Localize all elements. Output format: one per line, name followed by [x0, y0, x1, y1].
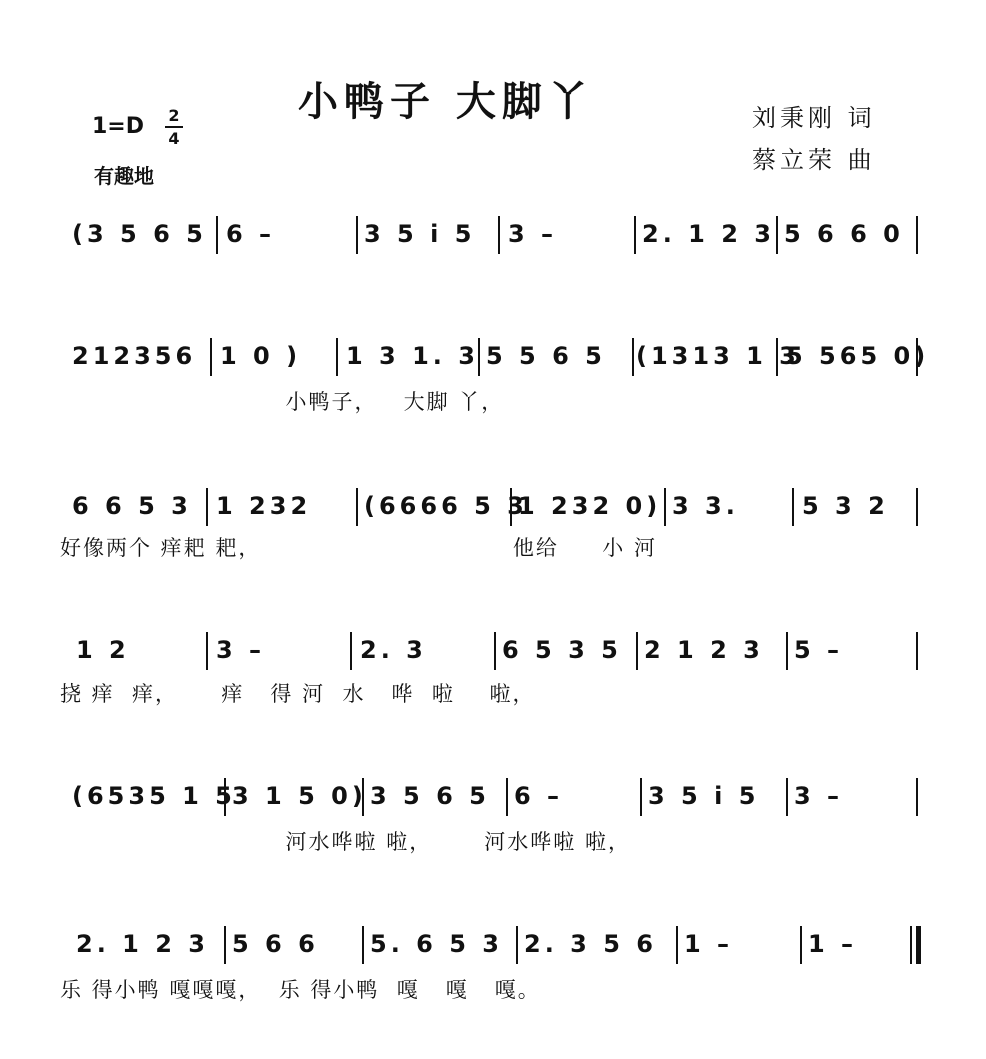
measure-notes: 2. 3 — [360, 636, 427, 664]
lyricist-credit: 刘秉刚 词 — [752, 104, 876, 132]
bar-line — [916, 778, 918, 816]
measure-notes: 3 – — [794, 782, 844, 810]
measure-notes: 6 – — [226, 220, 276, 248]
bar-line — [632, 338, 634, 376]
bar-line — [494, 632, 496, 670]
bar-line — [636, 632, 638, 670]
measure-notes: 5 6 6 0 — [784, 220, 904, 248]
measure-notes: 5 – — [794, 636, 844, 664]
measure-notes: 2. 1 2 3 — [642, 220, 775, 248]
measure-notes: 3 5 i 5 — [364, 220, 476, 248]
measure-notes: 1 – — [808, 930, 858, 958]
bar-line — [916, 216, 918, 254]
measure-notes: 1 0 ) — [220, 342, 302, 370]
measure-notes: 3 1 5 0) — [232, 782, 367, 810]
measure-notes: 1 3 1. 3 — [346, 342, 479, 370]
measure-notes: 1 – — [684, 930, 734, 958]
bar-line — [336, 338, 338, 376]
score-line-1 — [70, 212, 920, 262]
bar-line — [510, 488, 512, 526]
measure-notes: 2. 3 5 6 — [524, 930, 657, 958]
bar-line — [356, 488, 358, 526]
measure-notes: 5 565 0) — [786, 342, 930, 370]
measure-notes: 2 1 2 3 — [644, 636, 764, 664]
bar-line — [350, 632, 352, 670]
bar-line — [792, 488, 794, 526]
lyric-line-3: 好像两个 痒耙 耙， 他给 小 河 — [60, 536, 657, 560]
bar-line — [498, 216, 500, 254]
bar-line — [356, 216, 358, 254]
measure-notes: (6535 1 5 — [72, 782, 236, 810]
score-line-6 — [70, 922, 920, 972]
bar-line — [676, 926, 678, 964]
measure-notes: 5 5 6 5 — [486, 342, 606, 370]
lyric-line-4: 挠 痒 痒， 痒 得 河 水 哗 啦 啦， — [60, 682, 536, 706]
measure-notes: 3 – — [508, 220, 558, 248]
time-signature — [165, 106, 183, 148]
tempo-marking: 有趣地 — [94, 164, 154, 188]
bar-line — [916, 488, 918, 526]
measure-notes: 1 2 — [76, 636, 130, 664]
lyric-line-6: 乐 得小鸭 嘎嘎嘎， 乐 得小鸭 嘎 嘎 嘎。 — [60, 978, 541, 1002]
time-divider — [165, 126, 183, 128]
measure-notes: (6666 5 3 — [364, 492, 528, 520]
final-bar-line — [910, 926, 921, 964]
measure-notes: (1313 1 3 — [636, 342, 800, 370]
measure-notes: 1 232 — [216, 492, 312, 520]
song-title: 小鸭子 大脚丫 — [298, 78, 594, 125]
bar-line — [776, 216, 778, 254]
score-line-4 — [70, 628, 920, 678]
time-numerator: 2 — [168, 106, 180, 125]
measure-notes: 5 3 2 — [802, 492, 889, 520]
bar-line — [640, 778, 642, 816]
bar-line — [362, 926, 364, 964]
bar-line — [216, 216, 218, 254]
measure-notes: 6 – — [514, 782, 564, 810]
bar-line — [664, 488, 666, 526]
bar-line — [786, 778, 788, 816]
lyric-line-2: 小鸭子， 大脚 丫， — [60, 390, 505, 414]
bar-line — [206, 632, 208, 670]
lyric-line-5: 河水哗啦 啦， 河水哗啦 啦， — [60, 830, 631, 854]
measure-notes: 5. 6 5 3 — [370, 930, 503, 958]
measure-notes: 3 5 6 5 — [370, 782, 490, 810]
measure-notes: 1 232 0) — [518, 492, 662, 520]
bar-line — [210, 338, 212, 376]
bar-line — [206, 488, 208, 526]
score-line-5 — [70, 774, 920, 824]
measure-notes: 5 6 6 — [232, 930, 319, 958]
bar-line — [516, 926, 518, 964]
bar-line — [362, 778, 364, 816]
measure-notes: 3 3. — [672, 492, 739, 520]
bar-line — [800, 926, 802, 964]
composer-credit: 蔡立荣 曲 — [752, 146, 876, 174]
time-denominator: 4 — [168, 129, 180, 148]
bar-line — [224, 926, 226, 964]
measure-notes: 3 – — [216, 636, 266, 664]
bar-line — [786, 632, 788, 670]
measure-notes: 6 6 5 3 — [72, 492, 192, 520]
bar-line — [634, 216, 636, 254]
bar-line — [478, 338, 480, 376]
measure-notes: 3 5 i 5 — [648, 782, 760, 810]
key-signature: 1=D — [92, 114, 145, 139]
score-line-2 — [70, 334, 930, 384]
bar-line — [776, 338, 778, 376]
measure-notes: 2. 1 2 3 — [76, 930, 209, 958]
bar-line — [916, 632, 918, 670]
bar-line — [916, 338, 918, 376]
score-line-3 — [70, 484, 920, 534]
measure-notes: (3 5 6 5 — [72, 220, 207, 248]
measure-notes: 212356 — [72, 342, 197, 370]
bar-line — [224, 778, 226, 816]
bar-line — [506, 778, 508, 816]
measure-notes: 6 5 3 5 — [502, 636, 622, 664]
